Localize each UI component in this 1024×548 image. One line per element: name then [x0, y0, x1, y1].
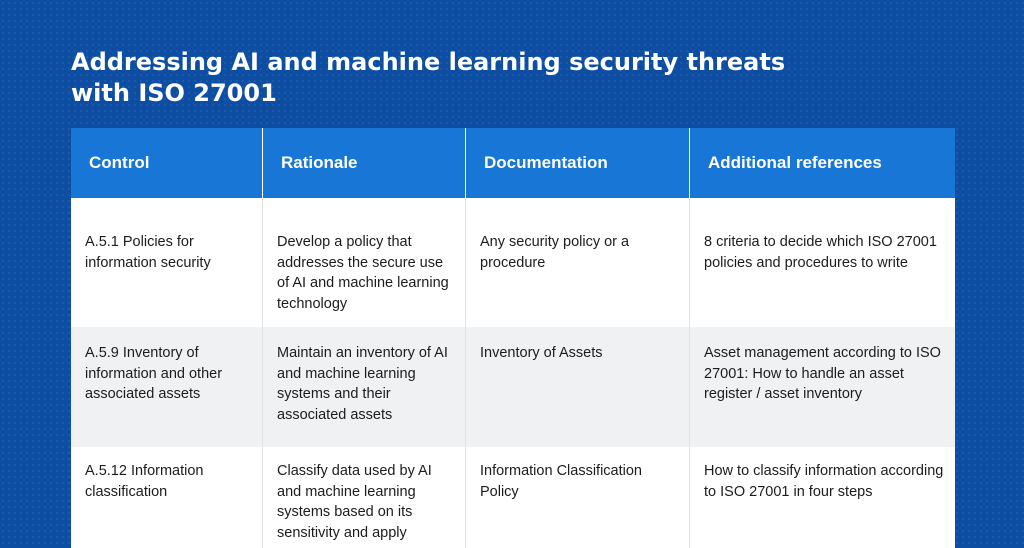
cell-rationale: Develop a policy that addresses the secure use of AI and machine learning technology — [262, 198, 465, 327]
page-title-line-1: Addressing AI and machine learning security threats — [71, 48, 786, 76]
table-row — [71, 198, 955, 327]
cell-rationale: Maintain an inventory of AI and machine learning systems and their associated assets — [262, 327, 465, 447]
table-header-row — [71, 128, 955, 198]
header-documentation: Documentation — [465, 128, 689, 198]
controls-table — [71, 128, 955, 548]
table-row — [71, 327, 955, 447]
cell-control: A.5.1 Policies for information security — [85, 234, 211, 271]
header-control: Control — [89, 153, 150, 172]
cell-additional-references: How to classify information according to ISO 27001 in four steps — [689, 447, 955, 548]
cell-control: A.5.9 Inventory of information and other associated assets — [85, 345, 223, 402]
table-row — [71, 447, 955, 548]
cell-documentation: Information Classification Policy — [465, 447, 689, 548]
page-title-line-2: with ISO 27001 — [71, 79, 277, 107]
cell-documentation: Any security policy or a procedure — [465, 198, 689, 327]
cell-documentation: Inventory of Assets — [465, 327, 689, 447]
cell-control: A.5.12 Information classification — [85, 463, 204, 500]
page-title — [71, 47, 891, 109]
cell-additional-references: 8 criteria to decide which ISO 27001 policies and procedures to write — [689, 198, 955, 327]
header-rationale: Rationale — [262, 128, 465, 198]
cell-rationale: Classify data used by AI and machine learning systems based on its sensitivity and apply — [262, 447, 465, 548]
header-additional-references: Additional references — [689, 128, 955, 198]
cell-additional-references: Asset management according to ISO 27001: How to handle an asset register / asset inventory — [689, 327, 955, 447]
